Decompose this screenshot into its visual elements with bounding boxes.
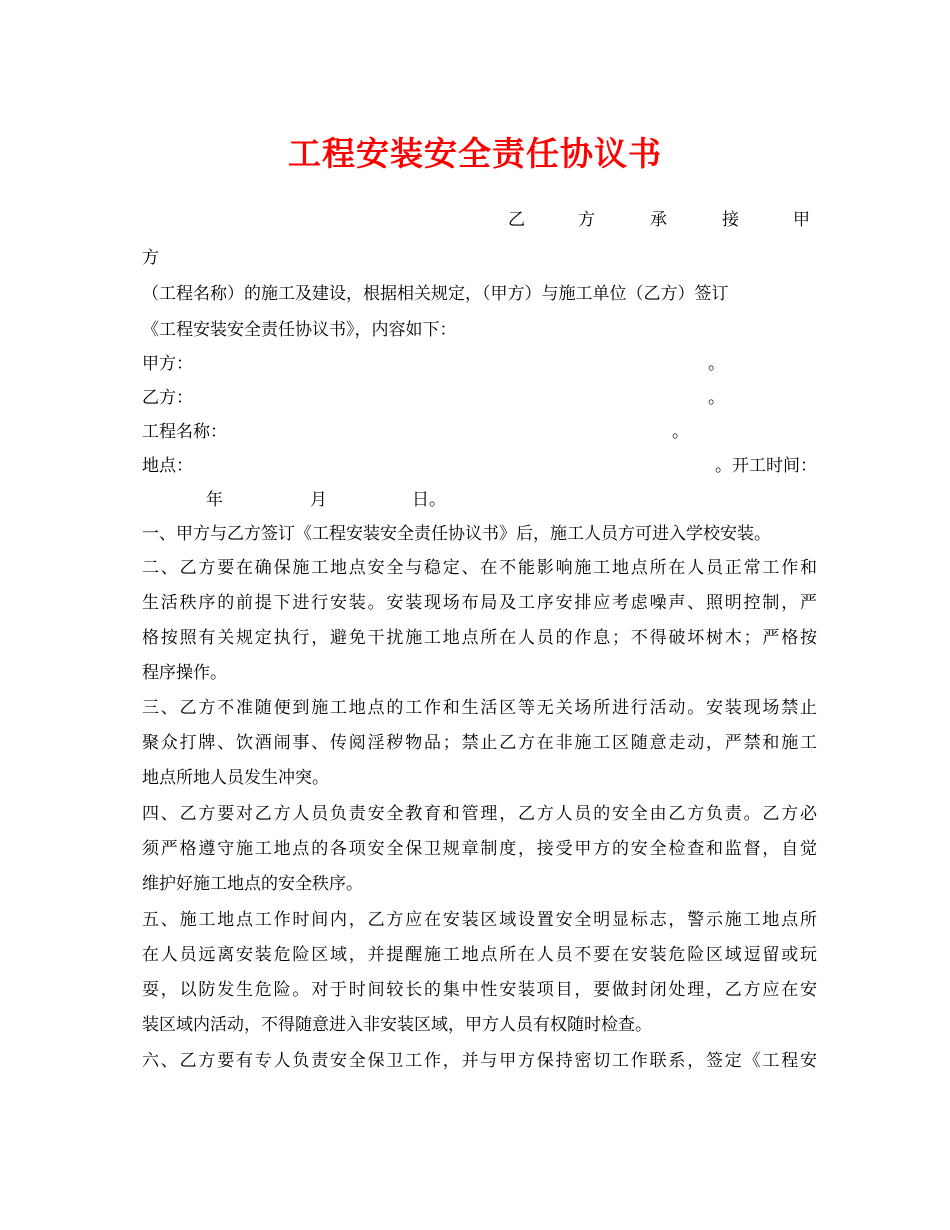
- project-name-label: 工程名称：: [142, 422, 227, 442]
- day-label: 日。: [412, 490, 446, 510]
- intro-line: 方: [142, 248, 159, 268]
- intro-spread-char: 乙: [508, 210, 525, 230]
- clause-3-line: 聚众打牌、饮酒闹事、传阅淫秽物品；禁止乙方在非施工区随意走动，严禁和施工: [142, 733, 817, 753]
- document-title: 工程安装安全责任协议书: [288, 134, 662, 173]
- intro-spread-char: 接: [722, 210, 739, 230]
- start-time-label: 。开工时间：: [715, 456, 817, 476]
- clause-5-line: 耍，以防发生危险。对于时间较长的集中性安装项目，要做封闭处理，乙方应在安: [142, 980, 817, 1000]
- clause-6-line: 六、乙方要有专人负责安全保卫工作，并与甲方保持密切工作联系，签定《工程安: [142, 1051, 817, 1071]
- party-b-period: 。: [708, 388, 725, 408]
- year-label: 年: [206, 490, 223, 510]
- month-label: 月: [310, 490, 327, 510]
- clause-1-line: 一、甲方与乙方签订《工程安装安全责任协议书》后，施工人员方可进入学校安装。: [142, 524, 771, 544]
- intro-line: 《工程安装安全责任协议书》，内容如下：: [142, 320, 457, 340]
- clause-3-line: 三、乙方不准随便到施工地点的工作和生活区等无关场所进行活动。安装现场禁止: [142, 698, 817, 718]
- clause-2-line: 格按照有关规定执行，避免干扰施工地点所在人员的作息；不得破坏树木；严格按: [142, 628, 817, 648]
- party-a-label: 甲方：: [142, 354, 193, 374]
- clause-2-line: 生活秩序的前提下进行安装。安装现场布局及工序安排应考虑噪声、照明控制，严: [142, 593, 817, 613]
- clause-4-line: 维护好施工地点的安全秩序。: [142, 874, 363, 894]
- clause-5-line: 在人员远离安装危险区域，并提醒施工地点所在人员不要在安装危险区域逗留或玩: [142, 945, 817, 965]
- intro-spread-char: 甲: [793, 210, 810, 230]
- location-label: 地点：: [142, 456, 193, 476]
- party-b-label: 乙方：: [142, 388, 193, 408]
- project-name-period: 。: [672, 422, 689, 442]
- clause-2-line: 程序操作。: [142, 663, 227, 683]
- clause-4-line: 须严格遵守施工地点的各项安全保卫规章制度，接受甲方的安全检查和监督，自觉: [142, 839, 817, 859]
- intro-line: （工程名称）的施工及建设，根据相关规定，（甲方）与施工单位（乙方）签订: [142, 284, 729, 304]
- clause-5-line: 五、施工地点工作时间内，乙方应在安装区域设置安全明显标志，警示施工地点所: [142, 910, 817, 930]
- clause-2-line: 二、乙方要在确保施工地点安全与稳定、在不能影响施工地点所在人员正常工作和: [142, 558, 817, 578]
- intro-spread-char: 方: [578, 210, 595, 230]
- clause-4-line: 四、乙方要对乙方人员负责安全教育和管理，乙方人员的安全由乙方负责。乙方必: [142, 804, 817, 824]
- party-a-period: 。: [708, 354, 725, 374]
- clause-3-line: 地点所地人员发生冲突。: [142, 768, 329, 788]
- clause-5-line: 装区域内活动，不得随意进入非安装区域，甲方人员有权随时检查。: [142, 1015, 652, 1035]
- intro-spread-char: 承: [650, 210, 667, 230]
